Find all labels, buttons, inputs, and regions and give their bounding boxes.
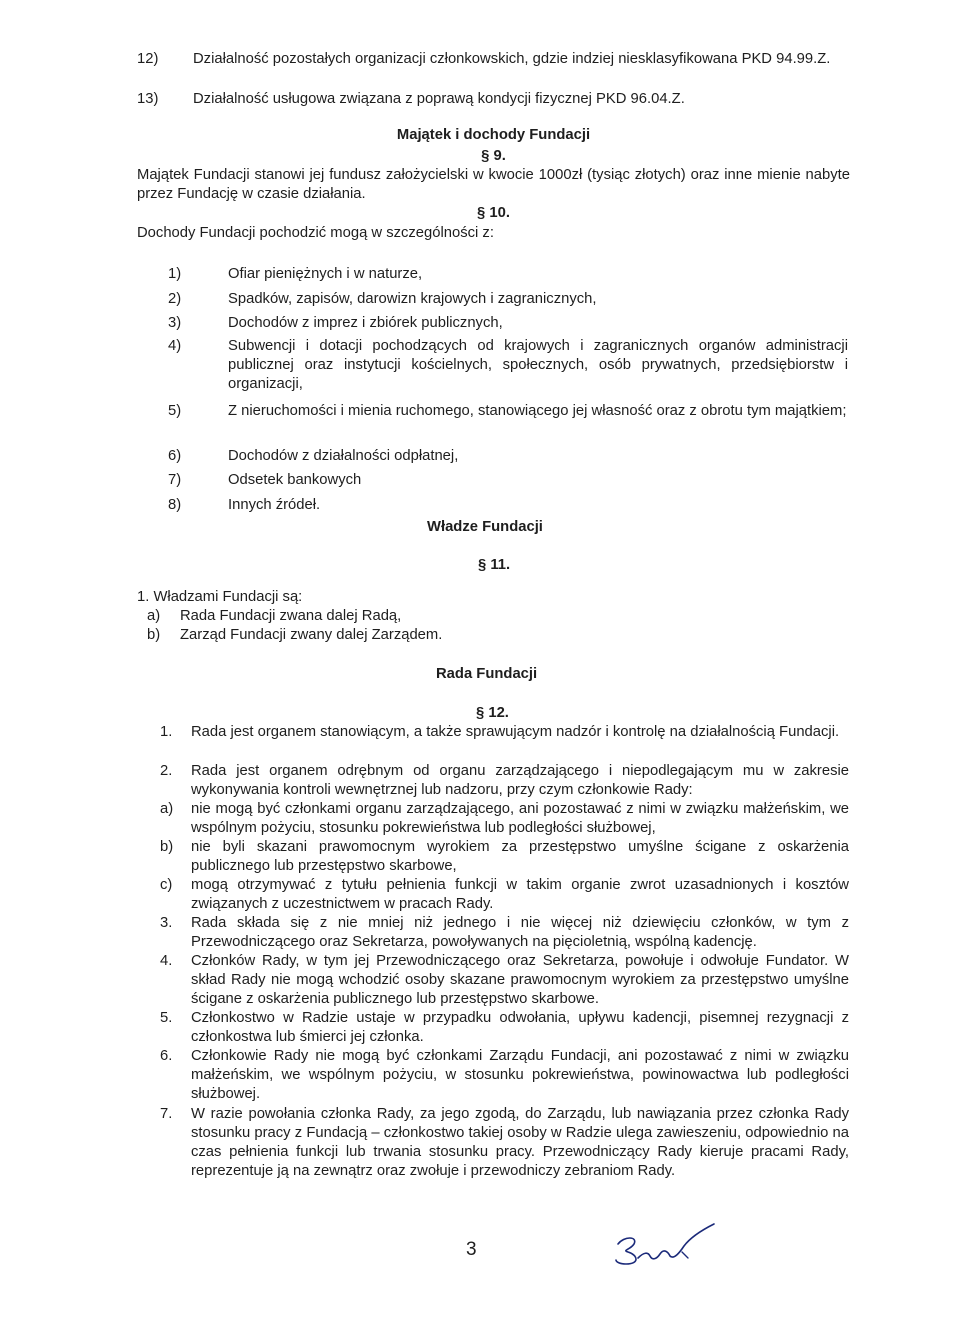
section-heading-wladze: Władze Fundacji	[427, 519, 543, 535]
income-item-text: Dochodów z imprez i zbiórek publicznych,	[228, 315, 503, 331]
rada-item-number: 1.	[160, 724, 173, 740]
income-item-number: 6)	[168, 448, 182, 464]
rada-item-number: 3.	[160, 915, 173, 931]
income-item-text: Dochodów z działalności odpłatnej,	[228, 448, 459, 464]
income-item-number: 1)	[168, 266, 182, 282]
income-item-text: Spadków, zapisów, darowizn krajowych i zagranicznych,	[228, 291, 597, 307]
rada-item-number: a)	[160, 801, 174, 817]
rada-item-text: mogą otrzymywać z tytułu pełnienia funkcji w takim organie zwrot uzasadnionych i kosztów związanych z uczestnictwem w pracach Rady.	[191, 877, 849, 912]
rada-item-text: nie byli skazani prawomocnym wyrokiem za przestępstwo umyślne ścigane z oskarżenia publicznego lub przestępstwo skarbowe,	[191, 839, 849, 874]
income-item-number: 3)	[168, 315, 182, 331]
rada-item-number: 4.	[160, 953, 173, 969]
paragraph-10-intro: Dochody Fundacji pochodzić mogą w szczególności z:	[137, 225, 494, 241]
rada-item-number: 7.	[160, 1106, 173, 1122]
paragraph-mark-10: § 10.	[477, 205, 510, 221]
income-item-text: Odsetek bankowych	[228, 472, 362, 488]
paragraph-mark-12: § 12.	[476, 705, 509, 721]
item-number: 12)	[137, 51, 159, 67]
income-item-number: 5)	[168, 403, 182, 419]
section-heading-majatek: Majątek i dochody Fundacji	[396, 127, 591, 143]
income-item-number: 2)	[168, 291, 182, 307]
rada-item-text: Rada jest organem stanowiącym, a także sprawującym nadzór i kontrolę na działalnością Fundacji.	[191, 724, 840, 740]
rada-item-number: c)	[160, 877, 173, 893]
income-item-text: Ofiar pieniężnych i w naturze,	[228, 266, 423, 282]
paragraph-mark-11: § 11.	[478, 557, 511, 573]
item-text: Działalność pozostałych organizacji członkowskich, gdzie indziej niesklasyfikowana PKD 94.99.Z.	[193, 51, 831, 67]
income-item-text: Subwencji i dotacji pochodzących od krajowych i zagranicznych organów administracji publicznej oraz instytucji kościelnych, społecznych, osób prywatnych, przedsiębiorstw i organizacji,	[228, 338, 848, 392]
rada-item-text: nie mogą być członkami organu zarządzającego, ani pozostawać z nimi w związku małżeńskim, we wspólnym pożyciu, stosunku pokrewieństwa lub podległości służbowej,	[191, 801, 849, 836]
item-number: 13)	[137, 91, 159, 107]
wladze-item-number: b)	[147, 627, 161, 643]
rada-item-number: 5.	[160, 1010, 173, 1026]
rada-item-text: Członkostwo w Radzie ustaje w przypadku odwołania, upływu kadencji, pisemnej rezygnacji z członkostwa lub śmierci jej członka.	[191, 1010, 849, 1045]
rada-item-text: Członków Rady, w tym jej Przewodniczącego oraz Sekretarza, powołuje i odwołuje Fundator. W skład Rady nie mogą wchodzić osoby skazane prawomocnym wyrokiem za przestępstwo umyślne ścigane z oskarżenia publicznego lub przestępstwo skarbowe.	[191, 953, 849, 1007]
rada-item-number: 2.	[160, 763, 173, 779]
paragraph-9-text: Majątek Fundacji stanowi jej fundusz założycielski w kwocie 1000zł (tysiąc złotych) oraz inne mienie nabyte przez Fundację w czasie działania.	[137, 167, 850, 202]
wladze-item-text: Rada Fundacji zwana dalej Radą,	[180, 608, 402, 624]
rada-item-number: 6.	[160, 1048, 173, 1064]
rada-item-text: Rada składa się z nie mniej niż jednego i nie więcej niż dziewięciu członków, w tym z Przewodniczącego oraz Sekretarza, powoływanych na pięcioletnią, wspólną kadencję.	[191, 915, 849, 950]
rada-item-text: W razie powołania członka Rady, za jego zgodą, do Zarządu, lub nawiązania przez członka Rady stosunku pracy z Fundacją – członkostwo takiej osoby w Radzie ulega zawieszeniu, odpowiednio na czas pełnienia funkcji lub trwania stosunku pracy. Przewodniczący Rady kieruje pracami Rady, reprezentuje ją na zewnątrz oraz zwołuje i przewodniczy zebraniom Rady.	[191, 1106, 849, 1179]
page-number: 3	[466, 1239, 477, 1260]
item-text: Działalność usługowa związana z poprawą kondycji fizycznej PKD 96.04.Z.	[193, 91, 685, 107]
income-item-number: 4)	[168, 338, 182, 354]
wladze-intro: 1. Władzami Fundacji są:	[137, 589, 303, 605]
handwritten-signature	[610, 1222, 720, 1270]
income-item-number: 7)	[168, 472, 182, 488]
paragraph-mark-9: § 9.	[481, 148, 506, 164]
income-item-text: Z nieruchomości i mienia ruchomego, stanowiącego jej własność oraz z obrotu tym majątkiem;	[228, 403, 847, 419]
rada-item-number: b)	[160, 839, 174, 855]
section-heading-rada: Rada Fundacji	[436, 666, 538, 682]
rada-item-text: Rada jest organem odrębnym od organu zarządzającego i niepodlegającym mu w zakresie wykonywania kontroli wewnętrznej lub nadzoru, przy czym członkowie Rady:	[191, 763, 849, 798]
income-item-text: Innych źródeł.	[228, 497, 321, 513]
wladze-item-number: a)	[147, 608, 161, 624]
wladze-item-text: Zarząd Fundacji zwany dalej Zarządem.	[180, 627, 443, 643]
income-item-number: 8)	[168, 497, 182, 513]
rada-item-text: Członkowie Rady nie mogą być członkami Zarządu Fundacji, ani pozostawać z nimi w związku małżeńskim, we wspólnym pożyciu, w stosunku pokrewieństwa, powinowactwa lub podległości służbowej.	[191, 1048, 849, 1102]
